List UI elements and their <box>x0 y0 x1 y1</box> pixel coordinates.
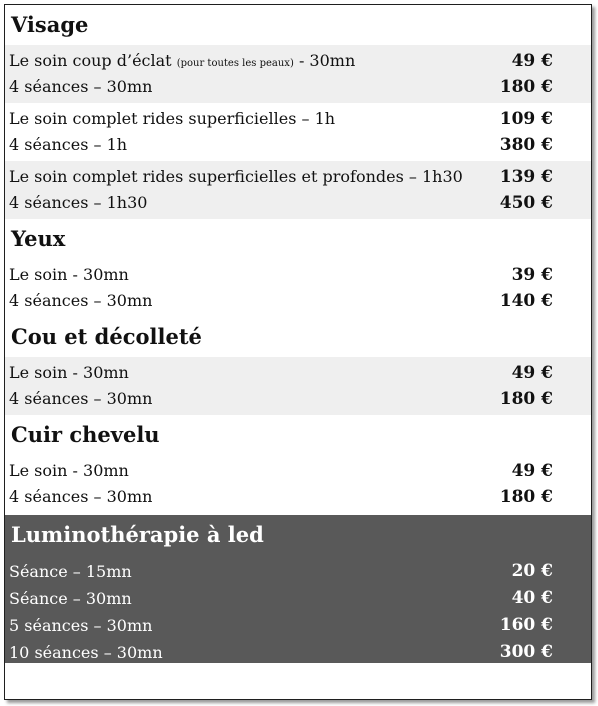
service-price: 180 € <box>499 389 553 409</box>
service-price: 20 € <box>511 561 553 581</box>
price-group <box>5 161 591 219</box>
service-price: 49 € <box>511 461 553 481</box>
price-row <box>5 262 591 288</box>
service-price: 160 € <box>499 615 553 635</box>
service-price: 450 € <box>499 193 553 213</box>
price-row <box>5 164 591 190</box>
price-row <box>5 74 591 100</box>
service-price: 180 € <box>499 487 553 507</box>
service-label: Le soin complet rides superficielles et profondes – 1h30 <box>9 167 463 186</box>
section-title-cuir-chevelu: Cuir chevelu <box>11 422 160 447</box>
service-price: 49 € <box>511 51 553 71</box>
price-group <box>5 45 591 103</box>
section-title-luminotherapie: Luminothérapie à led <box>11 522 264 547</box>
service-duration: - 30mn <box>298 51 356 70</box>
price-row <box>5 48 591 74</box>
service-price: 180 € <box>499 77 553 97</box>
service-label: 10 séances – 30mn <box>9 643 163 662</box>
service-price: 49 € <box>511 363 553 383</box>
service-label: Le soin complet rides superficielles – 1h <box>9 109 336 128</box>
service-label: 4 séances – 30mn <box>9 389 153 408</box>
service-price: 39 € <box>511 265 553 285</box>
service-price: 380 € <box>499 135 553 155</box>
service-price: 140 € <box>499 291 553 311</box>
service-label <box>9 48 463 74</box>
price-row <box>5 386 591 412</box>
price-row <box>5 484 591 510</box>
service-label: 4 séances – 30mn <box>9 487 153 506</box>
service-label: Le soin - 30mn <box>9 363 129 382</box>
service-label: Le soin - 30mn <box>9 265 129 284</box>
service-label: 4 séances – 1h <box>9 135 128 154</box>
price-group <box>5 555 591 669</box>
price-row <box>5 585 591 612</box>
section-title-cou: Cou et décolleté <box>11 324 202 349</box>
price-row <box>5 639 591 666</box>
service-price: 300 € <box>499 642 553 662</box>
section-title-visage: Visage <box>11 12 89 37</box>
service-price: 139 € <box>499 167 553 187</box>
service-label: Séance – 15mn <box>9 562 132 581</box>
service-label: 4 séances – 1h30 <box>9 193 148 212</box>
service-note: (pour toutes les peaux) <box>176 58 294 69</box>
price-list <box>4 4 592 700</box>
service-name: Le soin coup d’éclat <box>9 51 172 70</box>
service-label: 5 séances – 30mn <box>9 616 153 635</box>
price-row <box>5 458 591 484</box>
price-group <box>5 357 591 415</box>
price-row <box>5 558 591 585</box>
price-row <box>5 612 591 639</box>
price-group <box>5 259 591 317</box>
luminotherapie-section <box>5 515 591 663</box>
price-group <box>5 103 591 161</box>
price-row <box>5 106 591 132</box>
service-price: 109 € <box>499 109 553 129</box>
service-price: 40 € <box>511 588 553 608</box>
service-label: Le soin - 30mn <box>9 461 129 480</box>
price-row <box>5 360 591 386</box>
service-label: 4 séances – 30mn <box>9 291 153 310</box>
service-label: 4 séances – 30mn <box>9 77 153 96</box>
price-row <box>5 288 591 314</box>
service-label: Séance – 30mn <box>9 589 132 608</box>
section-title-yeux: Yeux <box>11 226 66 251</box>
price-row <box>5 132 591 158</box>
price-row <box>5 190 591 216</box>
price-group <box>5 455 591 513</box>
